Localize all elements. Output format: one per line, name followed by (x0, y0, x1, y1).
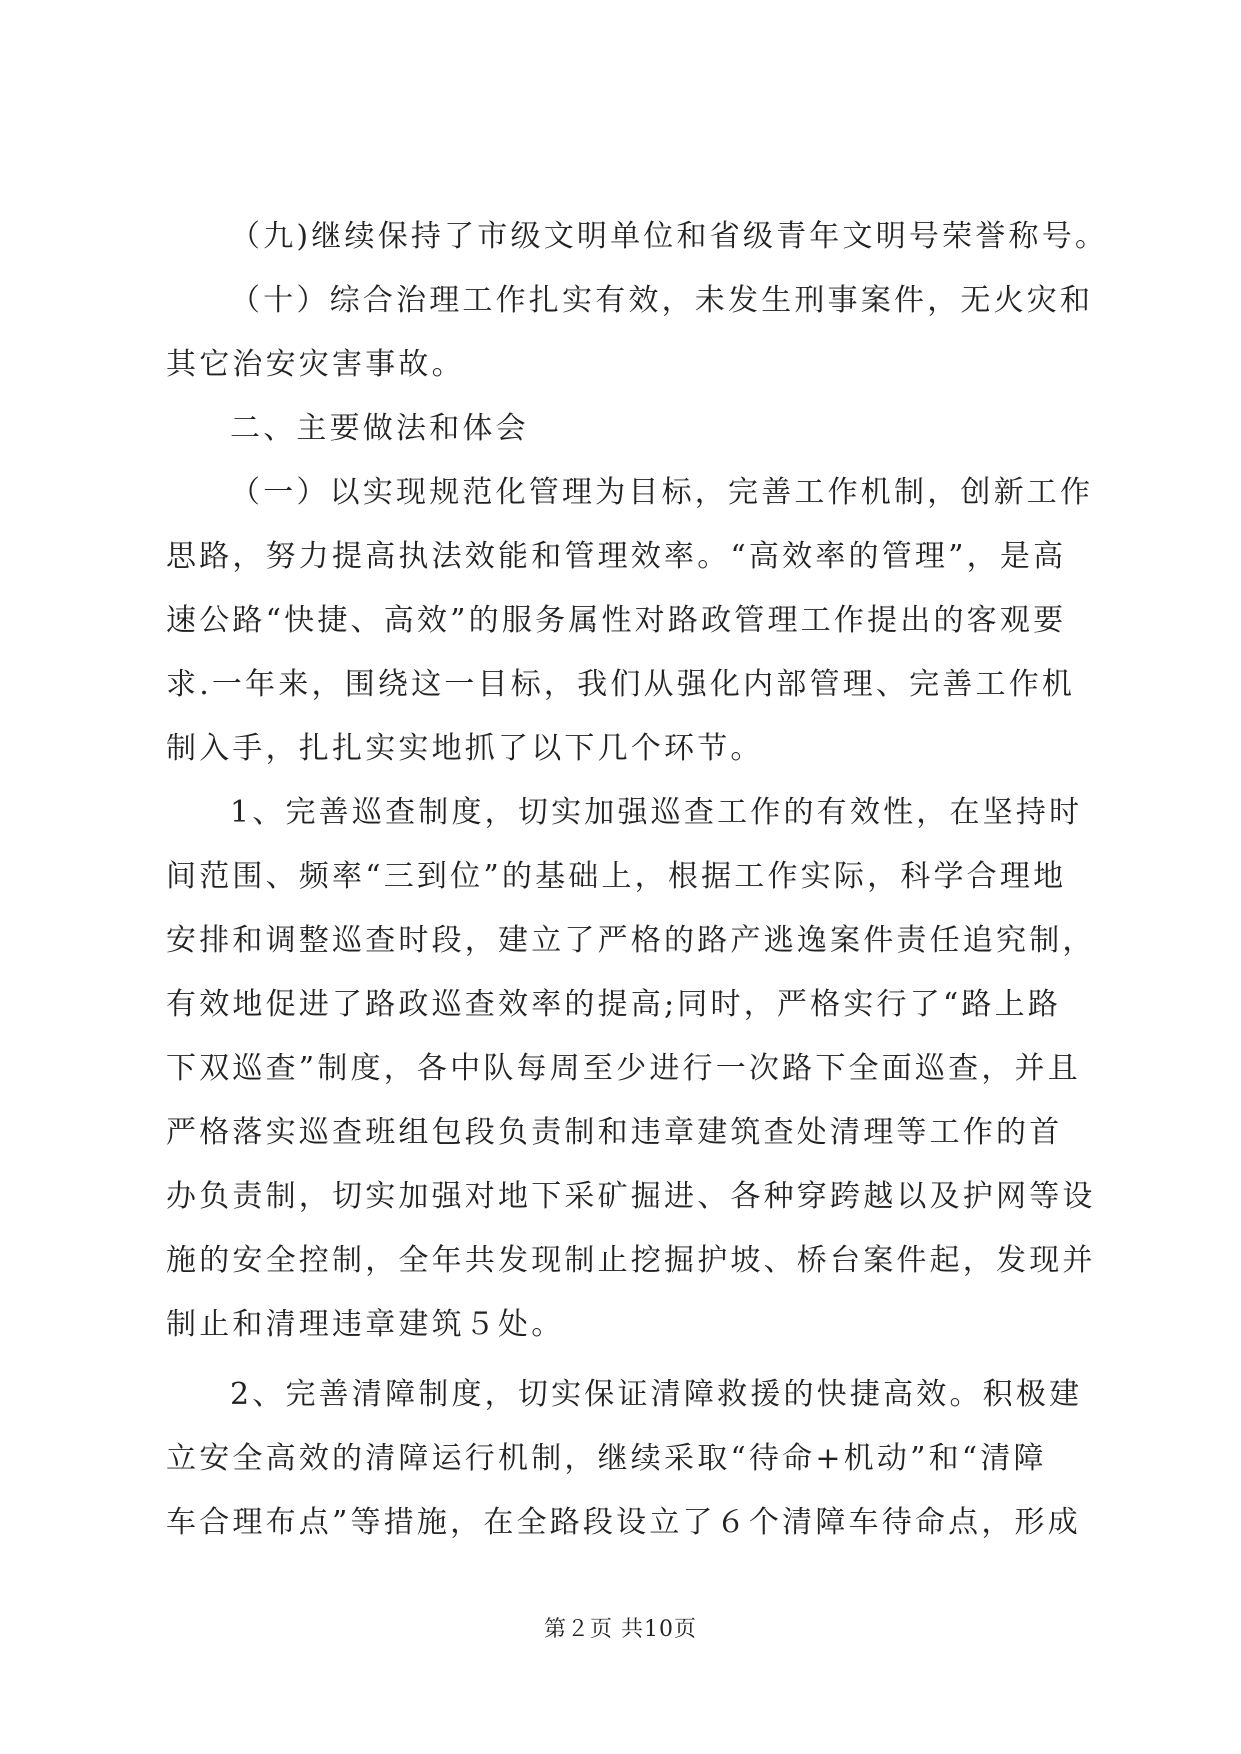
text-line: 求.一年来，围绕这一目标，我们从强化内部管理、完善工作机 (166, 667, 1076, 702)
text-line: 其它治安灾害事故。 (166, 347, 465, 382)
document-body (166, 205, 1109, 1555)
text-line: 制止和清理违章建筑５处。 (166, 1307, 565, 1342)
text-line: 办负责制，切实加强对地下采矿掘进、各种穿跨越以及护网等设 (166, 1179, 1096, 1214)
text-line: 思路，努力提高执法效能和管理效率。“高效率的管理”，是高 (166, 539, 1067, 574)
text-line: （九)继续保持了市级文明单位和省级青年文明号荣誉称号。 (230, 219, 1109, 254)
text-line: 制入手，扎扎实实地抓了以下几个环节。 (166, 731, 764, 766)
text-line: 间范围、频率“三到位”的基础上，根据工作实际，科学合理地 (166, 859, 1067, 894)
text-line: 施的安全控制，全年共发现制止挖掘护坡、桥台案件起，发现并 (166, 1243, 1096, 1278)
text-line: 车合理布点”等措施，在全路段设立了６个清障车待命点，形成 (166, 1505, 1081, 1540)
text-line: 有效地促进了路政巡查效率的提高;同时，严格实行了“路上路 (166, 987, 1062, 1022)
text-line: 下双巡查”制度，各中队每周至少进行一次路下全面巡查，并且 (166, 1051, 1081, 1086)
text-line: 1、完善巡查制度，切实加强巡查工作的有效性，在坚持时 (230, 795, 1083, 830)
text-line: 安排和调整巡查时段，建立了严格的路产逃逸案件责任追究制， (166, 923, 1096, 958)
section-heading: 二、主要做法和体会 (230, 411, 529, 446)
text-line: 2、完善清障制度，切实保证清障救援的快捷高效。积极建 (230, 1377, 1083, 1412)
text-line: （十）综合治理工作扎实有效，未发生刑事案件，无火灾和 (230, 283, 1094, 318)
text-line: 严格落实巡查班组包段负责制和违章建筑查处清理等工作的首 (166, 1115, 1063, 1150)
text-line: 立安全高效的清障运行机制，继续采取“待命+机动”和“清障 (166, 1441, 1047, 1476)
text-line: （一）以实现规范化管理为目标，完善工作机制，创新工作 (230, 475, 1094, 510)
page-number-footer: 第２页 共10页 (544, 1617, 697, 1642)
text-line: 速公路“快捷、高效”的服务属性对路政管理工作提出的客观要 (166, 603, 1067, 638)
